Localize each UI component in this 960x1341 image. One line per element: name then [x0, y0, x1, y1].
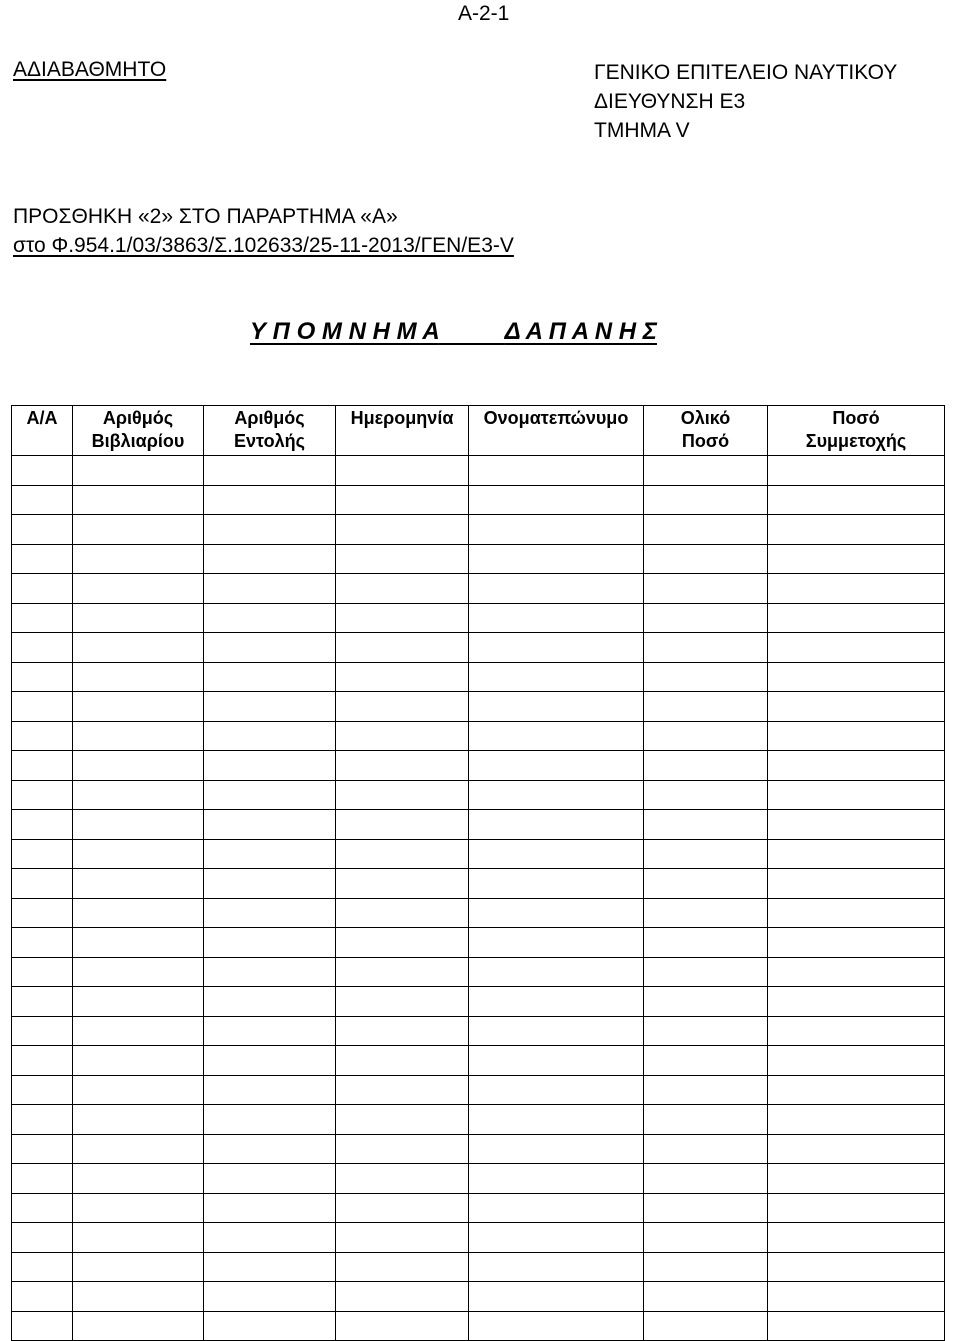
table-cell [644, 928, 768, 958]
table-row [12, 869, 945, 899]
table-cell [204, 869, 336, 899]
table-cell [336, 780, 469, 810]
column-header-date: Ημερομηνία [336, 406, 469, 456]
table-cell [644, 987, 768, 1017]
table-cell [73, 485, 204, 515]
table-cell [768, 603, 945, 633]
table-cell [12, 603, 73, 633]
table-row [12, 898, 945, 928]
document-title-part-1: Υ Π Ο Μ Ν Η Μ Α [250, 318, 439, 345]
table-cell [204, 515, 336, 545]
table-cell [73, 515, 204, 545]
table-cell [336, 1134, 469, 1164]
table-row [12, 1164, 945, 1194]
table-row [12, 456, 945, 486]
table-cell [469, 1105, 644, 1135]
table-row [12, 780, 945, 810]
table-cell [469, 751, 644, 781]
table-cell [768, 1134, 945, 1164]
table-row [12, 692, 945, 722]
column-header-total-amount: Ολικό Ποσό [644, 406, 768, 456]
table-cell [73, 751, 204, 781]
table-cell [336, 1105, 469, 1135]
table-cell [73, 633, 204, 663]
table-cell [73, 839, 204, 869]
table-cell [12, 1311, 73, 1341]
table-cell [12, 1046, 73, 1076]
table-cell [336, 1282, 469, 1312]
table-cell [768, 1282, 945, 1312]
table-cell [768, 633, 945, 663]
document-title-part-2: Δ Α Π Α Ν Η Σ [504, 318, 657, 345]
table-cell [469, 574, 644, 604]
table-cell [12, 928, 73, 958]
table-cell [644, 839, 768, 869]
expenses-table [11, 405, 945, 1341]
table-cell [12, 869, 73, 899]
table-cell [336, 1311, 469, 1341]
table-row [12, 1223, 945, 1253]
table-cell [644, 1105, 768, 1135]
table-cell [336, 987, 469, 1017]
table-cell [204, 574, 336, 604]
table-row [12, 485, 945, 515]
table-cell [768, 1193, 945, 1223]
table-cell [469, 1252, 644, 1282]
table-row [12, 839, 945, 869]
table-cell [73, 574, 204, 604]
table-cell [73, 692, 204, 722]
table-cell [73, 1046, 204, 1076]
table-cell [469, 1046, 644, 1076]
table-cell [644, 1075, 768, 1105]
table-cell [204, 603, 336, 633]
table-cell [469, 898, 644, 928]
table-cell [644, 662, 768, 692]
table-cell [336, 869, 469, 899]
table-cell [768, 869, 945, 899]
table-cell [469, 633, 644, 663]
table-cell [336, 1075, 469, 1105]
table-cell [644, 1252, 768, 1282]
table-cell [204, 780, 336, 810]
table-cell [336, 928, 469, 958]
table-row [12, 987, 945, 1017]
classification-label: ΑΔΙΑΒΑΘΜΗΤΟ [13, 58, 167, 81]
table-cell [73, 1134, 204, 1164]
table-row [12, 1252, 945, 1282]
table-cell [768, 898, 945, 928]
table-cell [336, 1193, 469, 1223]
table-row [12, 574, 945, 604]
table-cell [469, 515, 644, 545]
table-cell [768, 957, 945, 987]
table-row [12, 810, 945, 840]
table-row [12, 1075, 945, 1105]
table-cell [469, 987, 644, 1017]
table-cell [73, 662, 204, 692]
table-cell [768, 544, 945, 574]
table-cell [336, 1164, 469, 1194]
table-cell [768, 662, 945, 692]
table-cell [469, 721, 644, 751]
table-cell [469, 544, 644, 574]
table-cell [204, 987, 336, 1017]
table-cell [204, 1134, 336, 1164]
table-cell [469, 1282, 644, 1312]
column-header-serial: Α/Α [12, 406, 73, 456]
table-cell [73, 1105, 204, 1135]
table-cell [768, 1223, 945, 1253]
table-cell [469, 603, 644, 633]
table-cell [336, 957, 469, 987]
table-cell [644, 456, 768, 486]
table-cell [12, 692, 73, 722]
table-cell [73, 1311, 204, 1341]
table-cell [12, 1105, 73, 1135]
table-cell [644, 1134, 768, 1164]
table-cell [768, 692, 945, 722]
table-cell [644, 603, 768, 633]
table-cell [12, 515, 73, 545]
table-cell [644, 721, 768, 751]
table-cell [204, 1193, 336, 1223]
table-cell [644, 485, 768, 515]
table-cell [644, 898, 768, 928]
table-cell [204, 456, 336, 486]
table-cell [12, 1193, 73, 1223]
table-cell [336, 485, 469, 515]
table-cell [768, 1252, 945, 1282]
table-cell [644, 1016, 768, 1046]
table-cell [336, 1223, 469, 1253]
table-row [12, 544, 945, 574]
table-cell [12, 721, 73, 751]
table-row [12, 603, 945, 633]
table-cell [768, 721, 945, 751]
table-cell [644, 1282, 768, 1312]
table-cell [469, 1016, 644, 1046]
table-cell [12, 662, 73, 692]
table-cell [12, 810, 73, 840]
table-cell [768, 1164, 945, 1194]
table-cell [73, 1193, 204, 1223]
table-cell [644, 957, 768, 987]
table-cell [469, 662, 644, 692]
table-cell [469, 692, 644, 722]
table-cell [469, 957, 644, 987]
table-header-row [12, 406, 945, 456]
table-cell [73, 1282, 204, 1312]
table-cell [469, 810, 644, 840]
table-cell [336, 1252, 469, 1282]
table-cell [768, 1311, 945, 1341]
table-cell [644, 1164, 768, 1194]
table-cell [644, 1193, 768, 1223]
table-cell [73, 810, 204, 840]
table-cell [73, 869, 204, 899]
table-cell [336, 839, 469, 869]
table-row [12, 1016, 945, 1046]
table-body [12, 456, 945, 1341]
table-cell [73, 456, 204, 486]
table-cell [73, 1075, 204, 1105]
table-cell [73, 1016, 204, 1046]
table-row [12, 1193, 945, 1223]
table-cell [644, 1311, 768, 1341]
column-header-full-name: Ονοματεπώνυμο [469, 406, 644, 456]
table-cell [336, 574, 469, 604]
table-cell [469, 780, 644, 810]
table-row [12, 515, 945, 545]
table-cell [12, 780, 73, 810]
organization-line-1: ΓΕΝΙΚΟ ΕΠΙΤΕΛΕΙΟ ΝΑΥΤΙΚΟΥ [594, 61, 898, 84]
table-cell [204, 1223, 336, 1253]
table-cell [12, 456, 73, 486]
table-cell [204, 839, 336, 869]
column-header-contribution-amount: Ποσό Συμμετοχής [768, 406, 945, 456]
table-cell [73, 898, 204, 928]
table-cell [336, 898, 469, 928]
table-row [12, 721, 945, 751]
table-row [12, 751, 945, 781]
table-cell [469, 456, 644, 486]
table-cell [73, 957, 204, 987]
table-cell [469, 869, 644, 899]
table-cell [12, 1075, 73, 1105]
table-cell [644, 780, 768, 810]
table-cell [768, 987, 945, 1017]
table-row [12, 1134, 945, 1164]
table-cell [12, 1282, 73, 1312]
table-cell [644, 633, 768, 663]
table-cell [768, 1046, 945, 1076]
table-cell [644, 515, 768, 545]
table-cell [204, 662, 336, 692]
table-cell [204, 1164, 336, 1194]
page-number: Α-2-1 [458, 2, 510, 25]
table-cell [204, 1075, 336, 1105]
table-row [12, 662, 945, 692]
table-cell [204, 1311, 336, 1341]
table-cell [768, 839, 945, 869]
table-cell [336, 662, 469, 692]
table-cell [12, 574, 73, 604]
table-cell [644, 869, 768, 899]
table-cell [204, 692, 336, 722]
table-cell [204, 1252, 336, 1282]
table-cell [469, 1134, 644, 1164]
table-cell [644, 751, 768, 781]
column-header-booklet-number: Αριθμός Βιβλιαρίου [73, 406, 204, 456]
table-cell [204, 1046, 336, 1076]
table-cell [336, 544, 469, 574]
table-cell [12, 1164, 73, 1194]
table-cell [768, 515, 945, 545]
table-cell [644, 574, 768, 604]
table-cell [768, 1016, 945, 1046]
table-cell [469, 1164, 644, 1194]
table-row [12, 1282, 945, 1312]
table-cell [12, 1223, 73, 1253]
table-cell [336, 515, 469, 545]
table-cell [204, 1016, 336, 1046]
table-cell [12, 839, 73, 869]
table-row [12, 1046, 945, 1076]
table-cell [644, 1046, 768, 1076]
table-cell [768, 780, 945, 810]
table-row [12, 928, 945, 958]
table-cell [768, 928, 945, 958]
table-cell [336, 633, 469, 663]
table-cell [469, 1311, 644, 1341]
table-cell [204, 633, 336, 663]
table-cell [204, 898, 336, 928]
organization-line-2: ΔΙΕΥΘΥΝΣΗ Ε3 [594, 90, 746, 113]
table-cell [469, 485, 644, 515]
table-cell [336, 810, 469, 840]
table-cell [204, 957, 336, 987]
table-row [12, 1311, 945, 1341]
table-cell [73, 780, 204, 810]
table-cell [73, 1223, 204, 1253]
table-cell [204, 485, 336, 515]
table-cell [12, 485, 73, 515]
table-cell [768, 810, 945, 840]
table-cell [336, 1016, 469, 1046]
table-cell [73, 928, 204, 958]
organization-line-3: ΤΜΗΜΑ V [594, 119, 690, 142]
table-cell [336, 1046, 469, 1076]
table-cell [204, 928, 336, 958]
table-cell [336, 751, 469, 781]
table-cell [73, 603, 204, 633]
table-cell [768, 1075, 945, 1105]
annex-title: ΠΡΟΣΘΗΚΗ «2» ΣΤΟ ΠΑΡΑΡΤΗΜΑ «Α» [13, 205, 398, 228]
table-cell [204, 1282, 336, 1312]
table-cell [204, 1105, 336, 1135]
annex-heading [13, 202, 514, 260]
table-cell [73, 1252, 204, 1282]
table-cell [469, 928, 644, 958]
table-row [12, 633, 945, 663]
table-cell [12, 1252, 73, 1282]
table-cell [768, 751, 945, 781]
table-cell [12, 544, 73, 574]
table-cell [204, 544, 336, 574]
table-cell [73, 987, 204, 1017]
table-cell [469, 1193, 644, 1223]
table-cell [644, 692, 768, 722]
table-cell [73, 1164, 204, 1194]
annex-reference: στο Φ.954.1/03/3863/Σ.102633/25-11-2013/ΓΕΝ/Ε3-V [13, 234, 514, 257]
table-cell [12, 633, 73, 663]
table-cell [204, 751, 336, 781]
table-row [12, 1105, 945, 1135]
table-cell [336, 721, 469, 751]
table-cell [644, 1223, 768, 1253]
table-cell [204, 721, 336, 751]
table-cell [768, 1105, 945, 1135]
table-cell [12, 751, 73, 781]
table-cell [469, 1223, 644, 1253]
table-cell [768, 574, 945, 604]
table-cell [336, 456, 469, 486]
table-cell [336, 692, 469, 722]
table-cell [768, 456, 945, 486]
organization-header [594, 58, 897, 145]
table-cell [12, 957, 73, 987]
table-cell [12, 898, 73, 928]
table-cell [336, 603, 469, 633]
table-cell [12, 1134, 73, 1164]
table-cell [204, 810, 336, 840]
table-cell [12, 1016, 73, 1046]
document-title [250, 318, 657, 346]
column-header-order-number: Αριθμός Εντολής [204, 406, 336, 456]
table-cell [469, 839, 644, 869]
table-cell [768, 485, 945, 515]
table-cell [644, 544, 768, 574]
table-cell [644, 810, 768, 840]
table-cell [73, 544, 204, 574]
table-cell [12, 987, 73, 1017]
table-cell [73, 721, 204, 751]
table-row [12, 957, 945, 987]
table-cell [469, 1075, 644, 1105]
